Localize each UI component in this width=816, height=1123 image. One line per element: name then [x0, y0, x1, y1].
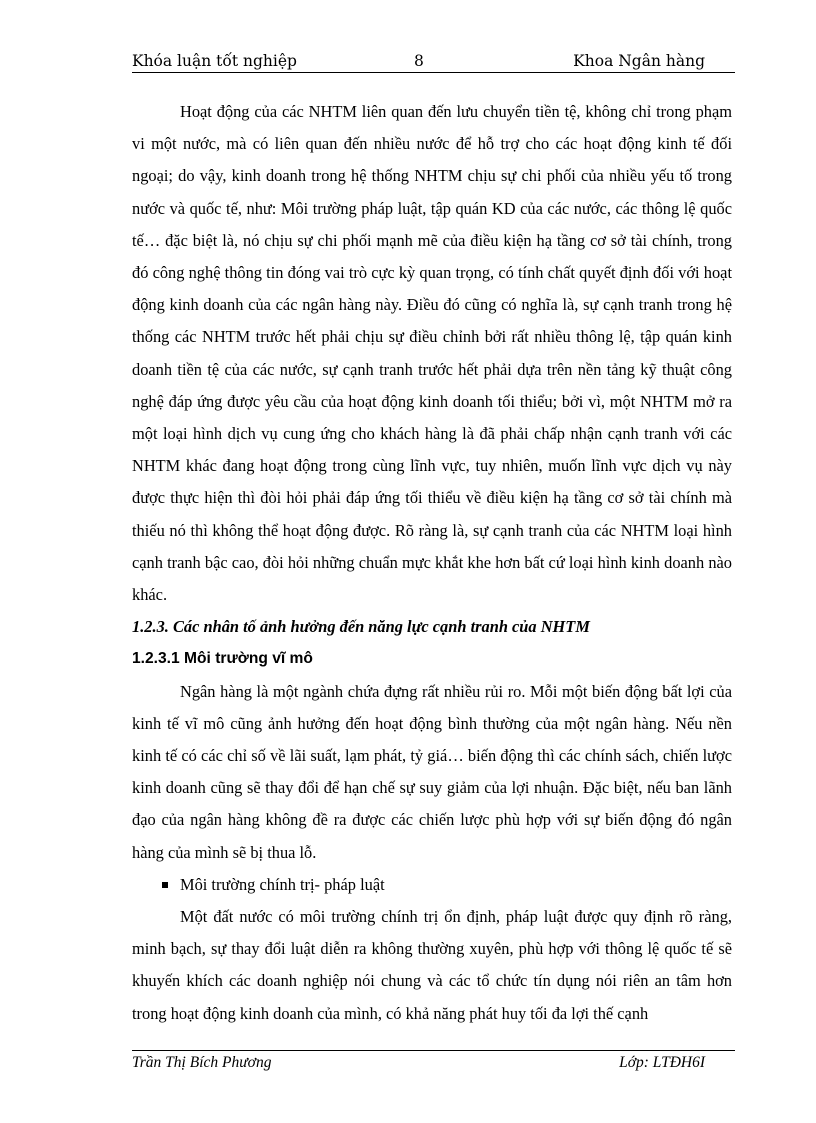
header-faculty-label: Khoa Ngân hàng: [573, 52, 705, 70]
square-bullet-icon: [162, 882, 168, 888]
paragraph-political-legal: Một đất nước có môi trường chính trị ổn định, pháp luật được quy định rõ ràng, minh bạch, sự thay đổi luật diễn ra không thường xuyên, phù hợp với thông lệ quốc tế sẽ khuyến khích các doanh nghiệp nói chung và các tổ chức tín dụng nói riên an tâm hơn trong hoạt động kinh doanh của mình, có khả năng phát huy tối đa lợi thế cạnh: [132, 907, 732, 1023]
bullet-label: Môi trường chính trị- pháp luật: [180, 874, 385, 894]
header-page-number: 8: [414, 52, 424, 70]
section-heading: 1.2.3. Các nhân tố ảnh hưởng đến năng lực cạnh tranh của NHTM: [132, 617, 590, 637]
bullet-item: [132, 869, 732, 901]
page-header: [132, 50, 735, 73]
paragraph-macro-environment: Ngân hàng là một ngành chứa đựng rất nhiều rủi ro. Mỗi một biến động bất lợi của kinh tế vĩ mô cũng ảnh hưởng đến hoạt động bình thường của một ngân hàng. Nếu nền kinh tế có các chỉ số về lãi suất, lạm phát, tỷ giá… biến động thì các chính sách, chiến lược kinh doanh cũng sẽ thay đổi để hạn chế sự suy giảm của lợi nhuận. Đặc biệt, nếu ban lãnh đạo của ngân hàng không đề ra được các chiến lược phù hợp với sự biến động đó ngân hàng của mình sẽ bị thua lỗ.: [132, 681, 732, 862]
footer-class: Lớp: LTĐH6I: [619, 1054, 705, 1071]
page-footer: [132, 1050, 735, 1075]
footer-author: Trần Thị Bích Phương: [132, 1054, 272, 1071]
page-body: [132, 96, 732, 1030]
subsection-heading: 1.2.3.1 Môi trường vĩ mô: [132, 650, 313, 668]
header-thesis-label: Khóa luận tốt nghiệp: [132, 52, 297, 70]
paragraph-nhtm-competition: Hoạt động của các NHTM liên quan đến lưu chuyển tiền tệ, không chỉ trong phạm vi một nước, mà có liên quan đến nhiều nước để hỗ trợ cho các hoạt động kinh tế đối ngoại; do vậy, kinh doanh trong hệ thống NHTM chịu sự chi phối của nhiều yếu tố trong nước và quốc tế, như: Môi trường pháp luật, tập quán KD của các nước, các thông lệ quốc tế… đặc biệt là, nó chịu sự chi phối mạnh mẽ của điều kiện hạ tầng cơ sở tài chính, trong đó công nghệ thông tin đóng vai trò cực kỳ quan trọng, có tính chất quyết định đối với hoạt động kinh doanh của các ngân hàng này. Điều đó cũng có nghĩa là, sự cạnh tranh trong hệ thống các NHTM trước hết phải chịu sự điều chỉnh bởi rất nhiều thông lệ, tập quán kinh doanh tiền tệ của các nước, sự cạnh tranh trước hết phải dựa trên nền tảng kỹ thuật công nghệ đáp ứng được yêu cầu của hoạt động kinh doanh tối thiểu; bởi vì, một NHTM mở ra một loại hình dịch vụ cung ứng cho khách hàng là đã phải chấp nhận cạnh tranh với các NHTM khác đang hoạt động trong cùng lĩnh vực, tuy nhiên, muốn lĩnh vực dịch vụ này được thực hiện thì đòi hỏi phải đáp ứng tối thiểu về điều kiện hạ tầng cơ sở tài chính mà thiếu nó thì không thể hoạt động được. Rõ ràng là, sự cạnh tranh của các NHTM loại hình cạnh tranh bậc cao, đòi hỏi những chuẩn mực khắt khe hơn bất cứ loại hình kinh doanh nào khác.: [132, 102, 732, 605]
